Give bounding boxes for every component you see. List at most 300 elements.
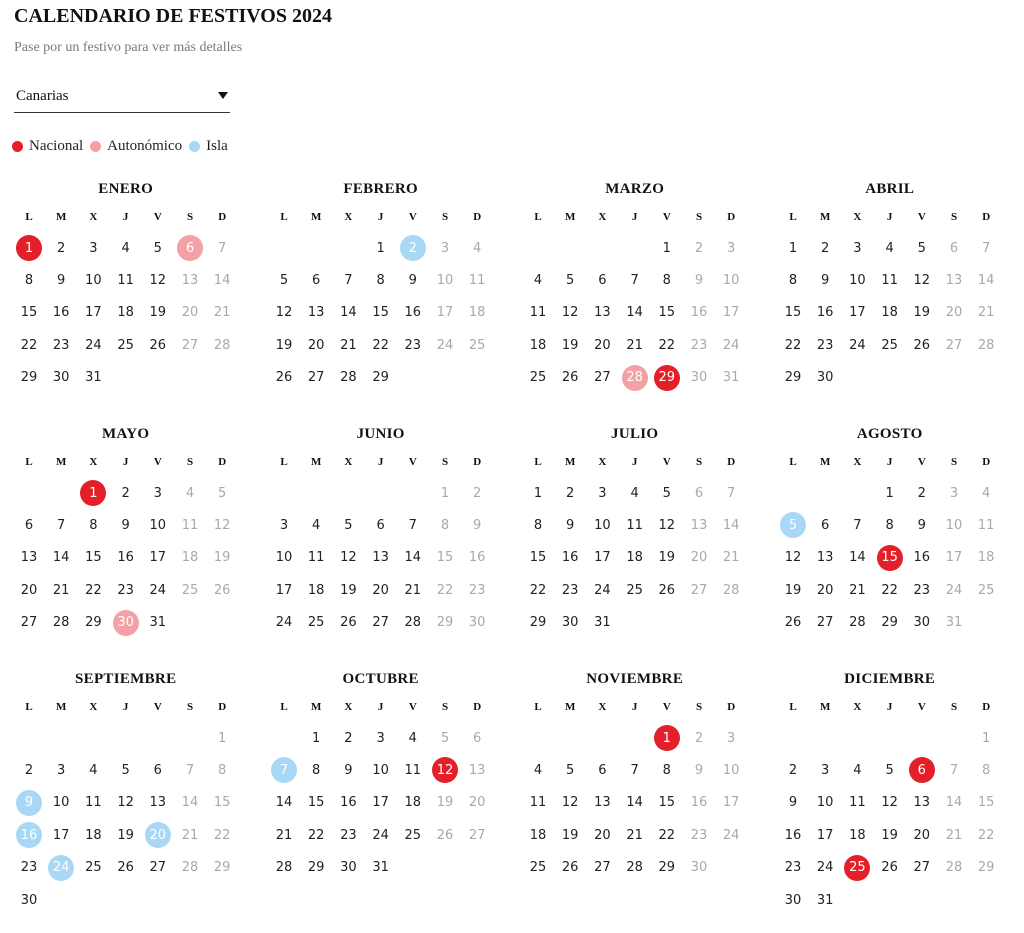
- calendar-day: 2: [694, 730, 704, 746]
- month-diciembre: [777, 671, 1017, 911]
- isla-dot-icon: [189, 141, 200, 152]
- weekday-label: V: [662, 211, 671, 223]
- weekday-label: L: [534, 211, 542, 223]
- weekday-label: D: [218, 701, 227, 713]
- calendar-day: 25: [307, 615, 325, 631]
- month-name: DICIEMBRE: [844, 671, 936, 687]
- calendar-day: 14: [945, 795, 963, 811]
- calendar-day: 10: [594, 517, 611, 533]
- calendar-day: 24: [722, 827, 740, 843]
- calendar-day: 8: [662, 272, 671, 288]
- calendar-day: 31: [945, 615, 963, 631]
- calendar-day: 14: [849, 550, 866, 566]
- weekday-label: S: [950, 456, 958, 468]
- calendar-day: 1: [312, 730, 321, 746]
- weekday-label: V: [917, 701, 926, 713]
- calendar-day: 25: [181, 582, 199, 598]
- calendar-day: 15: [658, 795, 676, 811]
- calendar-day: 16: [117, 550, 134, 566]
- weekday-label: D: [473, 211, 482, 223]
- calendar-day: 17: [816, 827, 834, 843]
- calendar-day: 17: [945, 550, 963, 566]
- calendar-day: 12: [784, 550, 802, 566]
- calendar-day: 28: [275, 860, 293, 876]
- weekday-label: V: [153, 456, 162, 468]
- calendar-day: 23: [690, 827, 708, 843]
- calendar-day: 4: [89, 762, 98, 778]
- calendar-day: 7: [630, 762, 639, 778]
- weekday-label: X: [344, 211, 353, 223]
- nacional-dot-icon: [12, 141, 23, 152]
- calendar-day: 11: [404, 762, 422, 778]
- calendar-day: 10: [149, 517, 167, 533]
- holiday-day-autonomico[interactable]: 6: [177, 235, 203, 261]
- calendar-day: 27: [913, 860, 931, 876]
- calendar-day: 29: [372, 370, 389, 386]
- month-name: NOVIEMBRE: [586, 671, 684, 687]
- calendar-day: 12: [275, 305, 293, 321]
- calendar-day: 18: [977, 550, 995, 566]
- calendar-day: 12: [149, 272, 167, 288]
- calendar-day: 24: [816, 860, 834, 876]
- calendar-day: 11: [529, 305, 547, 321]
- calendar-day: 13: [816, 550, 834, 566]
- calendar-day: 13: [594, 795, 611, 811]
- calendar-day: 23: [690, 337, 708, 353]
- holiday-day-autonomico[interactable]: 28: [622, 365, 648, 391]
- calendar-day: 27: [372, 615, 389, 631]
- calendar-day: 8: [662, 762, 671, 778]
- calendar-day: 27: [594, 370, 611, 386]
- weekday-label: J: [377, 211, 384, 223]
- calendar-day: 29: [784, 370, 802, 386]
- calendar-day: 17: [849, 305, 866, 321]
- calendar-day: 26: [340, 615, 357, 631]
- calendar-day: 2: [694, 240, 704, 256]
- calendar-day: 20: [945, 305, 963, 321]
- calendar-day: 22: [20, 337, 38, 353]
- calendar-day: 29: [529, 615, 547, 631]
- holiday-day-isla[interactable]: 9: [16, 790, 42, 816]
- calendar-day: 25: [404, 827, 422, 843]
- calendar-day: 29: [20, 370, 38, 386]
- weekday-label: L: [25, 211, 33, 223]
- weekday-label: L: [25, 701, 33, 713]
- weekday-label: L: [534, 701, 542, 713]
- calendar-day: 22: [213, 827, 231, 843]
- calendar-day: 30: [52, 370, 70, 386]
- weekday-label: M: [55, 211, 67, 223]
- calendar-day: 11: [85, 795, 102, 811]
- calendar-day: 8: [440, 517, 450, 533]
- weekday-label: M: [310, 701, 322, 713]
- weekday-label: D: [982, 701, 991, 713]
- calendar-day: 2: [57, 240, 66, 256]
- calendar-day: 27: [149, 860, 167, 876]
- calendar-day: 29: [436, 615, 454, 631]
- calendar-day: 19: [881, 827, 898, 843]
- calendar-day: 31: [816, 892, 834, 908]
- calendar-day: 11: [529, 795, 547, 811]
- calendar-day: 9: [344, 762, 353, 778]
- calendar-day: 11: [881, 272, 898, 288]
- month-enero: [13, 181, 253, 421]
- calendar-day: 12: [658, 517, 676, 533]
- calendar-day: 16: [52, 305, 70, 321]
- weekday-label: X: [89, 701, 98, 713]
- calendar-day: 9: [694, 762, 704, 778]
- calendar-day: 21: [275, 827, 293, 843]
- legend-item-nacional: [12, 138, 83, 155]
- calendar-day: 5: [153, 240, 162, 256]
- weekday-label: L: [789, 701, 797, 713]
- calendar-day: 6: [694, 485, 704, 501]
- calendar-day: 9: [408, 272, 417, 288]
- calendar-day: 7: [408, 517, 417, 533]
- weekday-label: J: [377, 456, 384, 468]
- calendar-day: 1: [788, 240, 798, 256]
- month-noviembre: [522, 671, 762, 911]
- calendar-day: 12: [340, 550, 357, 566]
- calendar-day: 8: [788, 272, 798, 288]
- calendar-day: 16: [340, 795, 357, 811]
- calendar-day: 16: [913, 550, 931, 566]
- calendar-day: 19: [275, 337, 293, 353]
- calendar-day: 7: [630, 272, 639, 288]
- calendar-day: 24: [275, 615, 293, 631]
- calendar-day: 22: [372, 337, 389, 353]
- calendar-day: 10: [85, 272, 102, 288]
- calendar-day: 15: [213, 795, 231, 811]
- calendar-day: 18: [881, 305, 898, 321]
- calendar-day: 29: [213, 860, 231, 876]
- calendar-day: 3: [598, 485, 607, 501]
- month-name: OCTUBRE: [342, 671, 419, 687]
- calendar-day: 16: [561, 550, 579, 566]
- calendar-day: 7: [57, 517, 66, 533]
- calendar-day: 16: [816, 305, 834, 321]
- calendar-day: 16: [690, 305, 708, 321]
- calendar-day: 3: [279, 517, 289, 533]
- weekday-label: S: [695, 701, 703, 713]
- weekday-label: X: [89, 456, 98, 468]
- calendar-day: 17: [594, 550, 611, 566]
- calendar-day: 6: [949, 240, 959, 256]
- calendar-day: 5: [440, 730, 450, 746]
- calendar-day: 21: [626, 337, 643, 353]
- calendar-day: 16: [404, 305, 422, 321]
- calendar-day: 1: [533, 485, 543, 501]
- calendar-day: 14: [722, 517, 740, 533]
- month-junio: [268, 426, 508, 666]
- calendar-day: 3: [376, 730, 385, 746]
- calendar-day: 23: [117, 582, 134, 598]
- calendar-day: 5: [344, 517, 353, 533]
- calendar-day: 19: [436, 795, 454, 811]
- calendar-day: 23: [913, 582, 931, 598]
- calendar-day: 28: [404, 615, 422, 631]
- weekday-label: X: [853, 456, 862, 468]
- weekday-label: M: [564, 701, 576, 713]
- calendar-day: 11: [468, 272, 486, 288]
- weekday-label: J: [122, 701, 129, 713]
- weekday-label: J: [122, 456, 129, 468]
- weekday-label: L: [789, 456, 797, 468]
- calendar-day: 27: [816, 615, 834, 631]
- calendar-day: 23: [784, 860, 802, 876]
- calendar-day: 11: [626, 517, 643, 533]
- calendar-day: 22: [784, 337, 802, 353]
- calendar-day: 26: [275, 370, 293, 386]
- calendar-day: 23: [561, 582, 579, 598]
- weekday-label: S: [695, 211, 703, 223]
- calendar-day: 28: [181, 860, 199, 876]
- calendar-day: 24: [149, 582, 167, 598]
- calendar-day: 4: [533, 762, 543, 778]
- calendar-day: 29: [881, 615, 898, 631]
- calendar-day: 31: [722, 370, 740, 386]
- weekday-label: X: [598, 701, 607, 713]
- calendar-day: 27: [690, 582, 708, 598]
- calendar-day: 23: [468, 582, 486, 598]
- calendar-day: 9: [57, 272, 66, 288]
- calendar-day: 25: [626, 582, 643, 598]
- month-febrero: [268, 181, 508, 421]
- weekday-label: M: [55, 701, 67, 713]
- weekday-label: M: [564, 211, 576, 223]
- calendar-day: 3: [727, 240, 736, 256]
- calendar-day: 30: [690, 370, 708, 386]
- calendar-day: 26: [117, 860, 134, 876]
- holiday-day-autonomico[interactable]: 30: [113, 610, 139, 636]
- weekday-label: M: [819, 701, 831, 713]
- calendar-day: 14: [52, 550, 70, 566]
- weekday-label: D: [727, 211, 736, 223]
- calendar-day: 10: [722, 762, 740, 778]
- calendar-day: 24: [945, 582, 963, 598]
- holiday-day-isla[interactable]: 16: [16, 822, 42, 848]
- calendar-day: 22: [881, 582, 898, 598]
- calendar-day: 11: [181, 517, 199, 533]
- calendar-day: 6: [153, 762, 162, 778]
- calendar-day: 25: [85, 860, 102, 876]
- calendar-day: 9: [821, 272, 830, 288]
- calendar-day: 28: [849, 615, 866, 631]
- calendar-day: 14: [340, 305, 357, 321]
- calendar-day: 18: [529, 827, 547, 843]
- weekday-label: J: [886, 701, 893, 713]
- holiday-day-nacional[interactable]: 1: [80, 480, 106, 506]
- calendar-day: 15: [658, 305, 676, 321]
- holiday-day-nacional[interactable]: 1: [16, 235, 42, 261]
- calendar-day: 9: [788, 795, 798, 811]
- region-select[interactable]: [14, 84, 230, 113]
- calendar-day: 19: [561, 337, 579, 353]
- weekday-label: D: [982, 211, 991, 223]
- calendar-day: 1: [440, 485, 450, 501]
- calendar-day: 28: [52, 615, 70, 631]
- calendar-day: 28: [340, 370, 357, 386]
- calendar-day: 15: [20, 305, 38, 321]
- legend-label-nacional: Nacional: [29, 138, 84, 154]
- chevron-down-icon[interactable]: [218, 92, 228, 99]
- calendar-day: 27: [594, 860, 611, 876]
- calendar-day: 17: [85, 305, 102, 321]
- holiday-day-nacional[interactable]: 12: [432, 757, 458, 783]
- calendar-day: 8: [89, 517, 98, 533]
- calendar-day: 14: [275, 795, 293, 811]
- calendar-day: 10: [722, 272, 740, 288]
- month-julio: [522, 426, 762, 666]
- weekday-label: S: [695, 456, 703, 468]
- calendar-day: 8: [218, 762, 227, 778]
- calendar-day: 5: [885, 762, 894, 778]
- weekday-label: S: [441, 456, 449, 468]
- holiday-day-nacional[interactable]: 1: [654, 725, 680, 751]
- calendar-day: 23: [404, 337, 422, 353]
- month-marzo: [522, 181, 762, 421]
- calendar-day: 18: [468, 305, 486, 321]
- weekday-label: V: [153, 701, 162, 713]
- calendar-day: 11: [977, 517, 995, 533]
- calendar-day: 22: [436, 582, 454, 598]
- calendar-day: 13: [20, 550, 38, 566]
- calendar-day: 8: [24, 272, 34, 288]
- weekday-label: V: [408, 211, 417, 223]
- calendar-day: 4: [473, 240, 482, 256]
- weekday-label: V: [917, 211, 926, 223]
- weekday-label: J: [631, 211, 638, 223]
- weekday-label: X: [853, 701, 862, 713]
- calendar-day: 14: [213, 272, 231, 288]
- holiday-day-isla[interactable]: 2: [400, 235, 426, 261]
- weekday-label: X: [89, 211, 98, 223]
- holiday-day-nacional[interactable]: 6: [909, 757, 935, 783]
- holiday-day-isla[interactable]: 24: [48, 855, 74, 881]
- calendar-day: 17: [52, 827, 70, 843]
- calendar-day: 19: [117, 827, 134, 843]
- calendar-day: 6: [598, 762, 607, 778]
- calendar-day: 22: [658, 337, 676, 353]
- calendar-day: 9: [121, 517, 130, 533]
- page-subtitle: Pase por un festivo para ver más detalles: [14, 40, 243, 55]
- holiday-day-isla[interactable]: 5: [780, 512, 806, 538]
- calendar-day: 10: [945, 517, 963, 533]
- calendar-day: 24: [436, 337, 454, 353]
- calendar-day: 13: [181, 272, 199, 288]
- calendar-day: 8: [982, 762, 991, 778]
- weekday-label: X: [344, 701, 353, 713]
- month-name: MARZO: [605, 181, 665, 197]
- page-title: CALENDARIO DE FESTIVOS 2024: [14, 5, 332, 27]
- calendar-day: 21: [849, 582, 866, 598]
- calendar-day: 8: [885, 517, 894, 533]
- calendar-day: 21: [626, 827, 643, 843]
- calendar-day: 3: [821, 762, 830, 778]
- calendar-day: 20: [307, 337, 325, 353]
- holiday-day-nacional[interactable]: 25: [844, 855, 870, 881]
- calendar-day: 25: [977, 582, 995, 598]
- calendar-day: 9: [917, 517, 926, 533]
- weekday-label: M: [564, 456, 576, 468]
- calendar-day: 26: [658, 582, 676, 598]
- calendar-day: 3: [727, 730, 736, 746]
- month-name: FEBRERO: [343, 181, 418, 197]
- calendar-day: 24: [722, 337, 740, 353]
- calendar-day: 30: [468, 615, 486, 631]
- calendar-day: 10: [849, 272, 866, 288]
- calendar-day: 4: [408, 730, 417, 746]
- calendar-day: 17: [722, 305, 740, 321]
- month-name: ENERO: [98, 181, 154, 197]
- calendar-day: 6: [312, 272, 321, 288]
- calendar-day: 21: [181, 827, 199, 843]
- calendar-day: 2: [344, 730, 353, 746]
- calendar-day: 17: [372, 795, 389, 811]
- calendar-day: 17: [149, 550, 167, 566]
- calendar-day: 20: [913, 827, 931, 843]
- month-name: ABRIL: [865, 181, 915, 197]
- calendar-day: 27: [20, 615, 38, 631]
- calendar-day: 19: [340, 582, 357, 598]
- calendar-day: 5: [121, 762, 130, 778]
- weekday-label: S: [441, 211, 449, 223]
- calendar-day: 1: [885, 485, 894, 501]
- legend-label-isla: Isla: [206, 138, 228, 154]
- holiday-day-nacional[interactable]: 29: [654, 365, 680, 391]
- calendar-day: 19: [213, 550, 231, 566]
- calendar-day: 30: [784, 892, 802, 908]
- calendar-day: 21: [340, 337, 357, 353]
- calendar-day: 13: [690, 517, 708, 533]
- holiday-day-nacional[interactable]: 15: [877, 545, 903, 571]
- calendar-day: 20: [594, 827, 611, 843]
- calendar-day: 13: [945, 272, 963, 288]
- calendar-day: 8: [376, 272, 385, 288]
- calendar-day: 1: [376, 240, 385, 256]
- calendar-day: 10: [372, 762, 389, 778]
- calendar-day: 14: [626, 305, 643, 321]
- calendar-day: 28: [977, 337, 995, 353]
- weekday-label: L: [280, 211, 288, 223]
- calendar-day: 2: [473, 485, 482, 501]
- calendar-day: 31: [149, 615, 167, 631]
- legend-item-autonomico: [90, 138, 182, 155]
- weekday-label: D: [727, 701, 736, 713]
- weekday-label: L: [280, 701, 288, 713]
- calendar-day: 26: [436, 827, 454, 843]
- legend: [12, 138, 235, 155]
- region-select-value: Canarias: [16, 88, 69, 104]
- holiday-day-isla[interactable]: 20: [145, 822, 171, 848]
- weekday-label: J: [886, 456, 893, 468]
- calendar-day: 31: [372, 860, 389, 876]
- weekday-label: S: [186, 211, 194, 223]
- calendar-day: 20: [690, 550, 708, 566]
- calendar-day: 5: [279, 272, 289, 288]
- calendar-day: 1: [662, 240, 671, 256]
- weekday-label: V: [408, 701, 417, 713]
- holiday-day-isla[interactable]: 7: [271, 757, 297, 783]
- weekday-label: M: [310, 456, 322, 468]
- weekday-label: J: [122, 211, 129, 223]
- calendar-day: 18: [181, 550, 199, 566]
- calendar-day: 18: [85, 827, 102, 843]
- calendar-day: 27: [307, 370, 325, 386]
- calendar-day: 31: [85, 370, 102, 386]
- autonomico-dot-icon: [90, 141, 101, 152]
- calendar-day: 3: [153, 485, 162, 501]
